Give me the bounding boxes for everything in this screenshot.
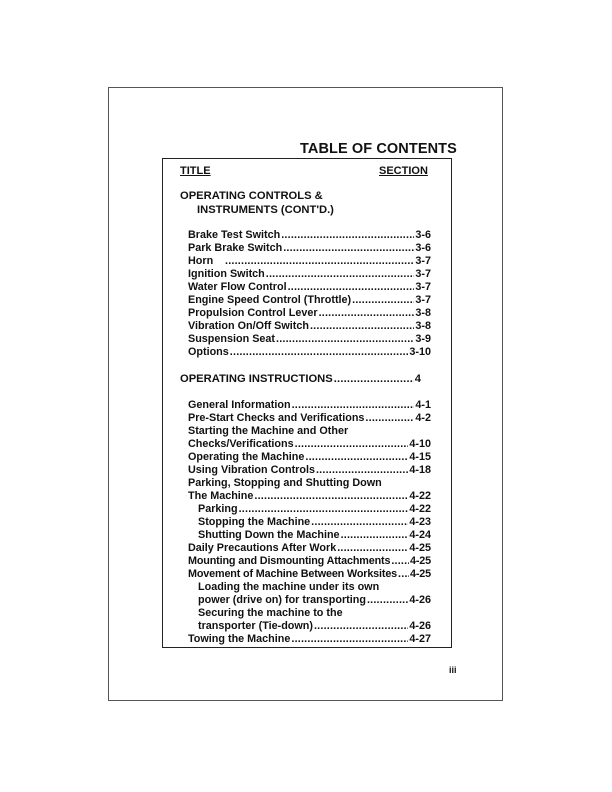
toc-entry[interactable] [188,229,431,242]
leader-dots [319,307,415,320]
toc-entry-label[interactable]: Starting the Machine and Other [188,425,349,437]
toc-entry[interactable] [188,555,431,568]
toc-entry-page: 3-8 [415,307,431,319]
toc-entry[interactable] [188,451,431,464]
group-heading-line2: INSTRUMENTS (CONT'D.) [197,204,334,216]
toc-entry[interactable] [188,307,431,320]
toc-entry[interactable] [188,255,431,268]
toc-entry-page: 4-24 [409,529,431,541]
leader-dots [337,542,408,555]
toc-entry-page: 4-1 [415,399,431,411]
leader-dots [391,555,409,568]
toc-entry-label: The Machine [188,490,254,502]
toc-entry-page: 4-23 [409,516,431,528]
toc-entry-page: 4-25 [409,568,431,580]
toc-entry-label: Brake Test Switch [188,229,281,241]
toc-section-heading[interactable] [180,373,421,386]
leader-dots [292,399,415,412]
toc-entry[interactable] [188,333,431,346]
toc-entry-label: power (drive on) for transporting [198,594,366,606]
toc-entry[interactable] [188,568,431,581]
toc-entry[interactable] [188,542,431,555]
leader-dots [283,242,414,255]
toc-entry-page: 4-26 [409,620,431,632]
toc-entry-label: Operating the Machine [188,451,305,463]
toc-entry-label: Ignition Switch [188,268,265,280]
toc-entry-label: General Information [188,399,291,411]
toc-entry[interactable] [198,620,431,633]
toc-entry-label: Checks/Verifications [188,438,294,450]
toc-entry-page: 3-7 [415,255,431,267]
leader-dots [288,281,415,294]
toc-entry[interactable] [188,268,431,281]
toc-entry-page: 4-10 [409,438,431,450]
toc-entry-label: Mounting and Dismounting Attachments [188,555,391,567]
toc-entry[interactable] [198,594,431,607]
toc-section-label: OPERATING INSTRUCTIONS [180,373,333,385]
column-header-title: TITLE [180,165,211,177]
toc-entry-label: Pre-Start Checks and Verifications [188,412,365,424]
toc-section-page: 4 [414,373,421,385]
toc-entry[interactable] [188,438,431,451]
toc-entry-page: 3-7 [415,294,431,306]
leader-dots [314,620,408,633]
toc-entry[interactable] [188,294,431,307]
leader-dots [281,229,414,242]
toc-entry-page: 3-7 [415,268,431,280]
toc-entry[interactable] [188,242,431,255]
toc-entry[interactable] [188,281,431,294]
toc-entry-page: 4-27 [409,633,431,645]
leader-dots [341,529,409,542]
toc-entry-label: Options [188,346,229,358]
toc-entry[interactable] [198,516,431,529]
leader-dots [225,255,414,268]
toc-entry[interactable] [188,464,431,477]
toc-entry-page: 3-9 [415,333,431,345]
toc-entry[interactable] [188,320,431,333]
leader-dots [305,451,408,464]
leader-dots [266,268,415,281]
leader-dots [276,333,414,346]
leader-dots [254,490,408,503]
toc-entry-page: 3-6 [415,242,431,254]
toc-entry-label: Suspension Seat [188,333,275,345]
toc-entry-label[interactable]: Loading the machine under its own [198,581,380,593]
toc-entry-label: transporter (Tie-down) [198,620,313,632]
toc-entry-label: Parking [198,503,238,515]
toc-entry-page: 4-25 [409,555,431,567]
toc-entry[interactable] [188,399,431,412]
toc-entry-label: Horn [188,255,214,267]
toc-entry-page: 3-8 [415,320,431,332]
toc-entry-label: Engine Speed Control (Throttle) [188,294,352,306]
toc-entry[interactable] [188,633,431,646]
toc-entry-label: Towing the Machine [188,633,291,645]
page-title: TABLE OF CONTENTS [300,141,457,157]
leader-dots [239,503,409,516]
toc-entry-label[interactable]: Securing the machine to the [198,607,343,619]
column-header-section: SECTION [379,165,428,177]
toc-entry-page: 4-25 [409,542,431,554]
page-number: iii [449,665,457,675]
leader-dots [310,320,414,333]
toc-entry-label: Park Brake Switch [188,242,283,254]
toc-entry-label: Stopping the Machine [198,516,311,528]
toc-entry-label: Propulsion Control Lever [188,307,318,319]
leader-dots [367,594,408,607]
toc-entry[interactable] [198,529,431,542]
leader-dots [352,294,414,307]
toc-entry-page: 3-6 [415,229,431,241]
group-heading-line1: OPERATING CONTROLS & [180,190,323,202]
leader-dots [398,568,409,581]
leader-dots [311,516,408,529]
toc-entry-page: 4-18 [409,464,431,476]
leader-dots [365,412,414,425]
leader-dots [334,373,414,386]
toc-entry-label[interactable]: Parking, Stopping and Shutting Down [188,477,382,489]
toc-entry-page: 4-26 [409,594,431,606]
toc-entry-page: 3-10 [409,346,431,358]
leader-dots [230,346,409,359]
toc-entry-label: Movement of Machine Between Worksites [188,568,398,580]
toc-entry[interactable] [188,412,431,425]
toc-entry-page: 3-7 [415,281,431,293]
toc-entry-page: 4-2 [415,412,431,424]
toc-entry-page: 4-15 [409,451,431,463]
toc-entry-label: Using Vibration Controls [188,464,315,476]
leader-dots [295,438,409,451]
leader-dots [291,633,408,646]
toc-entry-label: Shutting Down the Machine [198,529,340,541]
toc-entry-page: 4-22 [409,503,431,515]
toc-entry-label: Daily Precautions After Work [188,542,337,554]
toc-entry-page: 4-22 [409,490,431,502]
toc-entry-label: Water Flow Control [188,281,287,293]
leader-dots [316,464,408,477]
toc-entry[interactable] [188,490,431,503]
toc-entry[interactable] [198,503,431,516]
toc-entry-label: Vibration On/Off Switch [188,320,309,332]
toc-entry[interactable] [188,346,431,359]
